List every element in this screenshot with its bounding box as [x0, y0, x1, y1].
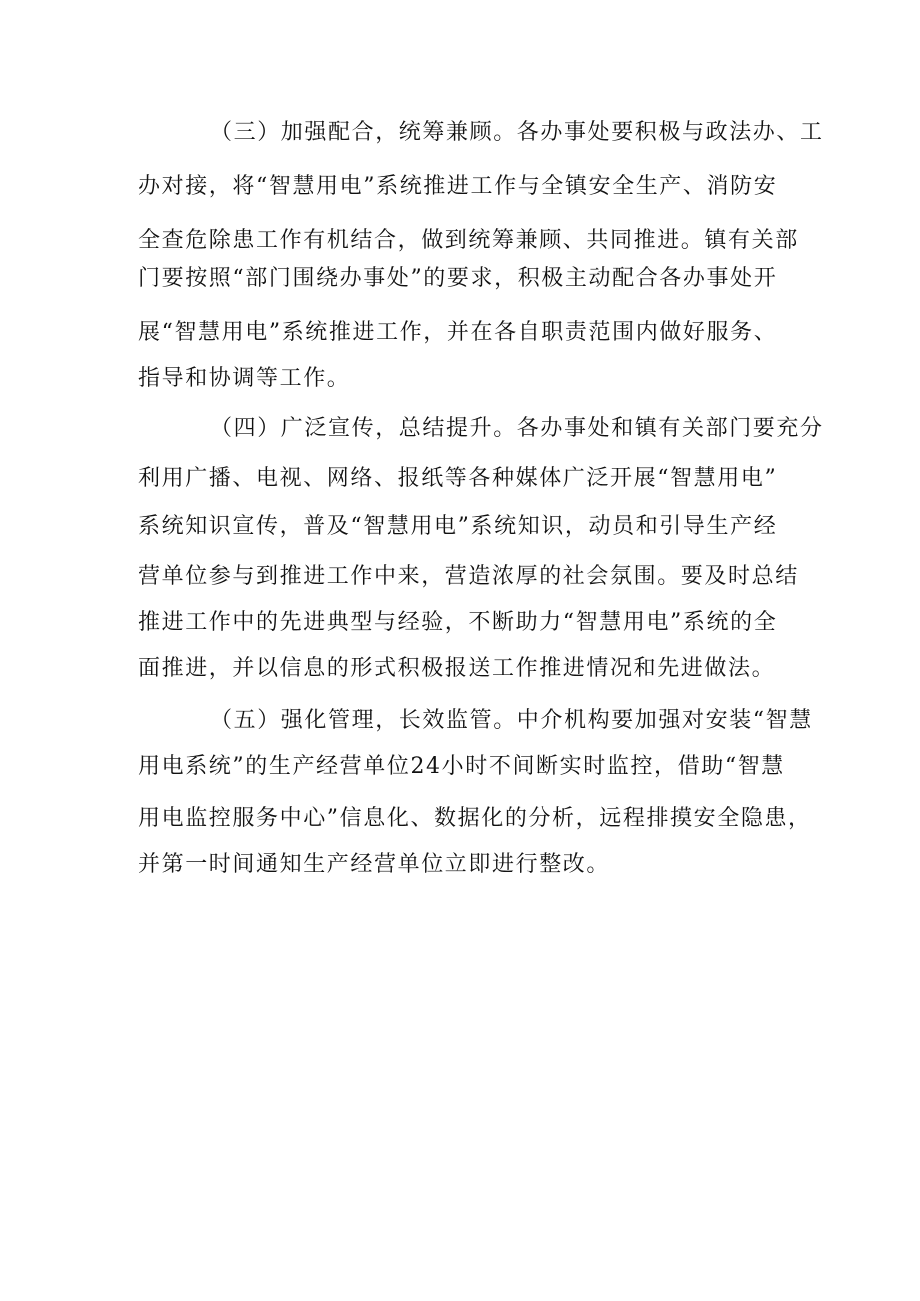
- paragraph-line: 并第一时间通知生产经营单位立即进行整改。: [138, 852, 611, 877]
- paragraph-line: （四）广泛宣传，总结提升。各办事处和镇有关部门要充分: [210, 416, 824, 441]
- paragraph-line: 办对接，将“智慧用电”系统推进工作与全镇安全生产、消防安: [138, 174, 778, 199]
- paragraph-line: 用电监控服务中心”信息化、数据化的分析，远程排摸安全隐患，: [138, 806, 812, 831]
- paragraph-line: 门要按照“部门围绕办事处”的要求，积极主动配合各办事处开: [138, 266, 778, 291]
- paragraph-line: 全查危除患工作有机结合，做到统筹兼顾、共同推进。镇有关部: [138, 228, 799, 253]
- paragraph-line: 面推进，并以信息的形式积极报送工作推进情况和先进做法。: [138, 656, 776, 681]
- paragraph-line: 营单位参与到推进工作中来，营造浓厚的社会氛围。要及时总结: [138, 564, 799, 589]
- paragraph-line: 用电系统”的生产经营单位24小时不间断实时监控，借助“智慧: [138, 754, 785, 779]
- paragraph-line: 推进工作中的先进典型与经验，不断助力“智慧用电”系统的全: [138, 610, 778, 635]
- paragraph-line: 指导和协调等工作。: [138, 366, 351, 391]
- paragraph-line: 系统知识宣传，普及“智慧用电”系统知识，动员和引导生产经: [138, 514, 778, 539]
- paragraph-line: （三）加强配合，统筹兼顾。各办事处要积极与政法办、工: [210, 120, 824, 145]
- paragraph-line: （五）强化管理，长效监管。中介机构要加强对安装“智慧: [210, 708, 813, 733]
- paragraph-line: 利用广播、电视、网络、报纸等各种媒体广泛开展“智慧用电”: [138, 466, 778, 491]
- paragraph-line: 展“智慧用电”系统推进工作，并在各自职责范围内做好服务、: [138, 320, 778, 345]
